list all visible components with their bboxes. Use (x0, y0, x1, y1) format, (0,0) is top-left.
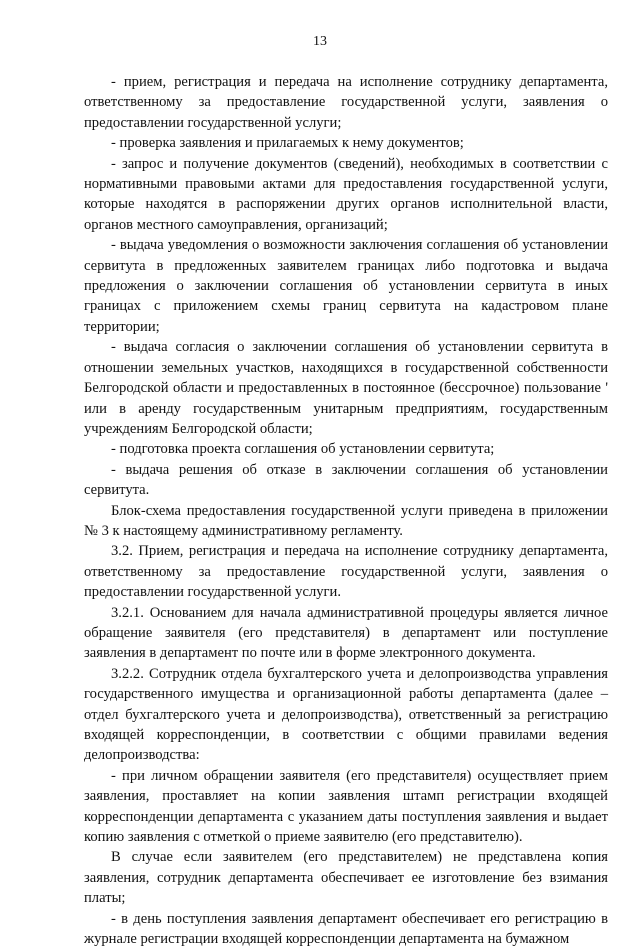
paragraph: В случае если заявителем (его представителем) не представлена копия заявления, сотрудник департамента обеспечивает ее изготовление без взимания платы; (84, 849, 608, 907)
paragraph: - выдача согласия о заключении соглашения об установлении сервитута в отношении земельных участков, находящихся в государственной собственности Белгородской области и предоставленных в постоянное (бессрочное) пользование ' или в аренду государственным унитарным предприятиям, государственным учреждениям Белгородской области; (84, 339, 608, 437)
paragraph: - прием, регистрация и передача на исполнение сотруднику департамента, ответственному за предоставление государственной услуги, заявления о предоставлении государственной услуги; (84, 74, 608, 131)
paragraph: - запрос и получение документов (сведений), необходимых в соответствии с нормативными правовыми актами для предоставления государственной услуги, которые находятся в распоряжении других органов исполнительной власти, органов местного самоуправления, организаций; (84, 155, 608, 233)
paragraph-list (84, 72, 608, 949)
paragraph: - подготовка проекта соглашения об установлении сервитута; (111, 441, 495, 458)
paragraph: - проверка заявления и прилагаемых к нему документов; (111, 135, 464, 152)
document-body (84, 72, 608, 949)
paragraph: - при личном обращении заявителя (его представителя) осуществляет прием заявления, проставляет на копии заявления штамп регистрации входящей корреспонденции департамента с указанием даты поступления заявления и выдает копию заявления с отметкой о приеме заявителю (его представителю). (84, 767, 608, 846)
paragraph: 3.2.1. Основанием для начала административной процедуры является личное обращение заявителя (его представителя) в департамент или поступление заявления в департамент по почте или в форме электронного документа. (84, 604, 608, 662)
paragraph: 3.2. Прием, регистрация и передача на исполнение сотруднику департамента, ответственному за предоставление государственной услуги, заявления о предоставлении государственной услуги. (84, 543, 608, 601)
paragraph: - выдача решения об отказе в заключении соглашения об установлении сервитута. (84, 461, 608, 499)
paragraph: Блок-схема предоставления государственной услуги приведена в приложении № 3 к настоящему административному регламенту. (84, 502, 608, 539)
paragraph: - выдача уведомления о возможности заключения соглашения об установлении сервитута в предложенных заявителем границах либо подготовка и выдача предложения о заключении соглашения об установлении сервитута в иных границах с приложением схемы границ сервитута на кадастровом плане территории; (84, 237, 608, 335)
paragraph: 3.2.2. Сотрудник отдела бухгалтерского учета и делопроизводства управления государственного имущества и организационной работы департамента (далее – отдел бухгалтерского учета и делопроизводства), ответственный за регистрацию входящей корреспонденции, в соответствии с общими правилами ведения делопроизводства: (84, 665, 608, 764)
paragraph: - в день поступления заявления департамент обеспечивает его регистрацию в журнале регистрации входящей корреспонденции департамента на бумажном (84, 910, 608, 948)
page-number: 13 (313, 34, 327, 49)
